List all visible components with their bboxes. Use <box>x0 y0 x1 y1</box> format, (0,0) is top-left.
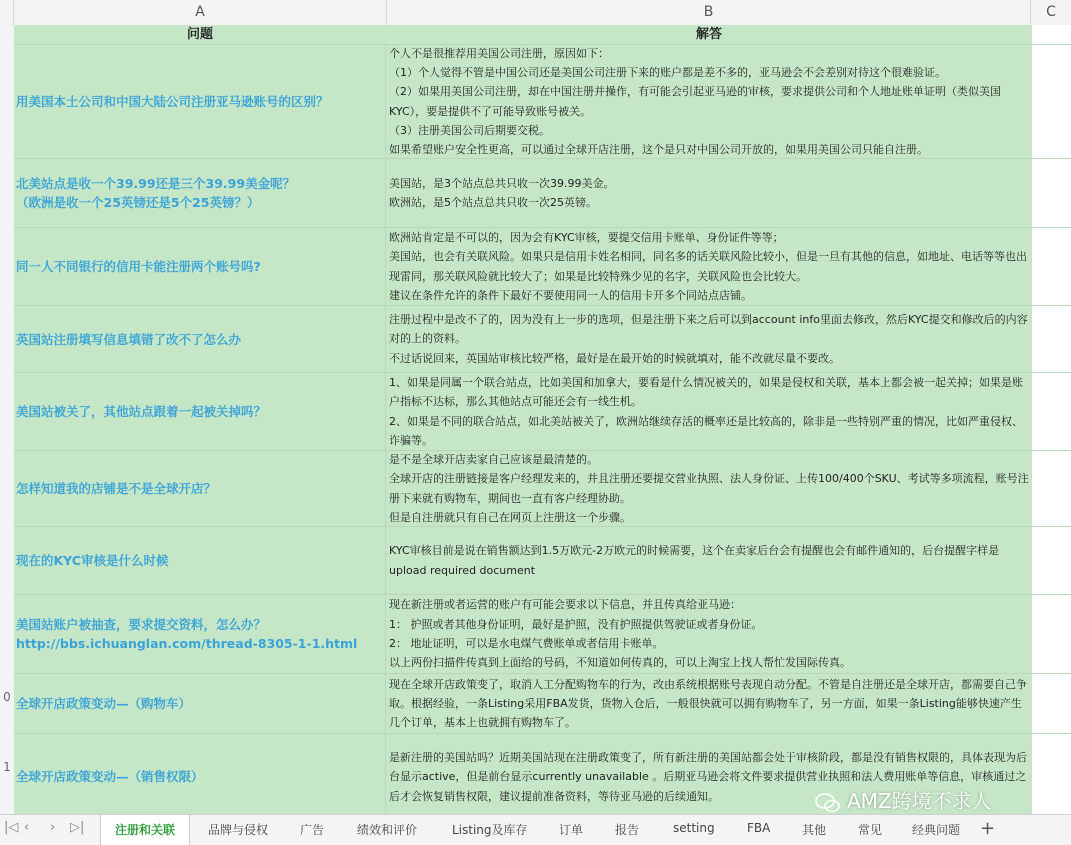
tab-reports[interactable]: 报告 <box>615 823 640 837</box>
question-text: 美国站账户被抽查，要求提交资料，怎么办？ http://bbs.ichuanglan.com/thread-8305-1-1.html <box>16 617 358 651</box>
answer-text: 是新注册的美国站吗？近期美国站现在注册政策变了，所有新注册的美国站都会处于审核阶段，都是没有销售权限的，具体表现为后台显示active，但是前台显示currently unavailable 。后期亚马逊会将文件要求提供营业执照和法人费用账单等信息，审核通过之后才会恢复销售权限，建议提前准备资料，等待亚马逊的后续通知。 <box>389 751 1027 803</box>
answer-cell[interactable] <box>387 373 1031 450</box>
table-row <box>14 373 1071 451</box>
tab-orders[interactable]: 订单 <box>559 823 584 837</box>
spreadsheet-grid <box>14 25 1071 814</box>
table-row <box>14 451 1071 527</box>
question-text: 现在的KYC审核是什么时候 <box>16 553 169 568</box>
tab-listing-inventory[interactable]: Listing及库存 <box>452 823 528 837</box>
answer-text: KYC审核目前是说在销售额达到1.5万欧元-2万欧元的时候需要，这个在卖家后台会有提醒也会有邮件通知的，后台提醒字样是 upload required document <box>389 544 1000 577</box>
answer-text: 现在新注册或者运营的账户有可能会要求以下信息，并且传真给亚马逊： 1： 护照或者其他身份证明，最好是护照，没有护照提供驾驶证或者身份证。 2： 地址证明，可以是水电煤气费账单或者信用卡账单。 以上两份扫描件传真到上面给的号码，不知道如何传真的，可以上淘宝上找人帮忙发国际传真。 <box>389 598 851 670</box>
answer-cell[interactable] <box>387 306 1031 372</box>
column-c-cell[interactable] <box>1031 228 1071 305</box>
question-text: 北美站点是收一个39.99还是三个39.99美金呢？ （欧洲是收一个25英镑还是5个25英镑？） <box>16 176 296 210</box>
row-number[interactable]: 0 <box>3 690 11 704</box>
table-row <box>14 595 1071 674</box>
row-number[interactable]: 1 <box>3 760 11 774</box>
row-number-column <box>0 25 15 814</box>
table-row <box>14 674 1071 734</box>
tab-other[interactable]: 其他 <box>802 823 827 837</box>
question-cell[interactable] <box>14 527 386 594</box>
column-header-a[interactable]: A <box>14 0 387 25</box>
column-c-cell[interactable] <box>1031 674 1071 733</box>
tab-brand-infringement[interactable]: 品牌与侵权 <box>208 823 269 837</box>
answer-cell[interactable] <box>387 451 1031 526</box>
column-c-cell[interactable] <box>1031 734 1071 814</box>
column-c-cell[interactable] <box>1031 595 1071 673</box>
tab-classic-questions[interactable]: 经典问题 <box>912 823 961 837</box>
column-c-cell[interactable] <box>1031 25 1071 44</box>
question-cell[interactable] <box>14 734 386 814</box>
column-c-cell[interactable] <box>1031 306 1071 372</box>
answer-cell[interactable] <box>387 159 1031 227</box>
question-cell[interactable] <box>14 674 386 733</box>
table-row <box>14 159 1071 228</box>
tab-ads[interactable]: 广告 <box>300 823 325 837</box>
answer-cell[interactable] <box>387 527 1031 594</box>
tab-fba[interactable]: FBA <box>747 821 771 835</box>
answer-text: 1、如果是同属一个联合站点，比如美国和加拿大，要看是什么情况被关的，如果是侵权和关联，基本上都会被一起关掉；如果是账户指标不达标，那么其他站点可能还会有一线生机。 2、如果是不同的联合站点，如北美站被关了，欧洲站继续存活的概率还是比较高的，除非是一些特别严重的情况，比如严重侵权、诈骗等。 <box>389 375 1023 447</box>
column-c-cell[interactable] <box>1031 373 1071 450</box>
answer-text: 美国站，是3个站点总共只收一次39.99美金。 欧洲站，是5个站点总共只收一次25英镑。 <box>389 176 615 209</box>
table-row <box>14 228 1071 306</box>
column-header-b[interactable]: B <box>387 0 1031 25</box>
question-text: 用美国本土公司和中国大陆公司注册亚马逊账号的区别？ <box>16 94 329 109</box>
column-c-cell[interactable] <box>1031 451 1071 526</box>
column-header-corner[interactable] <box>0 0 14 25</box>
question-text: 全球开店政策变动—（销售权限） <box>16 768 204 784</box>
header-question-cell[interactable]: 问题 <box>186 27 213 42</box>
last-sheet-icon[interactable]: ▷| <box>70 820 85 835</box>
answer-text: 是不是全球开店卖家自己应该是最清楚的。 全球开店的注册链接是客户经理发来的，并且注册还要提交营业执照、法人身份证、上传100/400个SKU、考试等多项流程，账号注册下来就有购物车，期间也一直有客户经理协助。 但是自注册就只有自己在网页上注册这一个步骤。 <box>389 452 1029 524</box>
table-row <box>14 45 1071 159</box>
watermark-text: AMZ跨境不求人 <box>847 789 992 813</box>
question-text: 同一人不同银行的信用卡能注册两个账号吗? <box>16 259 261 274</box>
tab-register-and-association[interactable]: 注册和关联 <box>100 815 190 845</box>
header-answer-cell[interactable]: 解答 <box>695 27 722 42</box>
answer-text: 注册过程中是改不了的，因为没有上一步的选项，但是注册下来之后可以到account info里面去修改，然后KYC提交和修改后的内容对的上的资料。 不过话说回来，英国站审核比较严格，最好是在最开始的时候就填对，能不改就尽量不要改。 <box>389 313 1028 365</box>
column-c-cell[interactable] <box>1031 159 1071 227</box>
answer-text: 个人不是很推荐用美国公司注册，原因如下： （1）个人觉得不管是中国公司还是美国公司注册下来的账户都是差不多的，亚马逊会不会差别对待这个很难验证。 （2）如果用美国公司注册，却在中国注册并操作，有可能会引起亚马逊的审核，要求提供公司和个人地址账单证明（类似美国KYC），要是提供不了可能导致账号被关。 （3）注册美国公司后期要交税。 如果希望账户安全性更高，可以通过全球开店注册，这个是只对中国公司开放的，如果用美国公司只能自注册。 <box>389 46 1001 157</box>
question-cell[interactable] <box>14 373 386 450</box>
question-cell[interactable] <box>14 228 386 305</box>
question-cell[interactable] <box>14 595 386 673</box>
question-cell[interactable] <box>14 306 386 372</box>
answer-text: 现在全球开店政策变了，取消人工分配购物车的行为，改由系统根据账号表现自动分配。不管是自注册还是全球开店，都需要自己争取。根据经验，一条Listing采用FBA发货，货物入仓后，一般很快就可以拥有购物车了，另一方面，如果一条Listing能够快速产生几个订单，基本上也就拥有购物车了。 <box>389 677 1027 730</box>
prev-sheet-icon[interactable]: ‹ <box>24 820 30 835</box>
table-row <box>14 306 1071 373</box>
add-sheet-icon[interactable]: + <box>980 818 996 839</box>
column-c-cell[interactable] <box>1031 45 1071 158</box>
answer-cell[interactable] <box>387 45 1031 158</box>
column-header-bar <box>0 0 1071 26</box>
answer-text: 欧洲站肯定是不可以的，因为会有KYC审核，要提交信用卡账单、身份证件等等； 美国站，也会有关联风险。如果只是信用卡姓名相同，同名多的话关联风险比较小，但是一旦有其他的信息，如地址、电话等等也出现雷同，那关联风险就比较大了；如果是比较特殊少见的名字，关联风险也会比较大。 建议在条件允许的条件下最好不要使用同一人的信用卡开多个同站点店铺。 <box>389 230 1027 302</box>
next-sheet-icon[interactable]: › <box>50 820 56 835</box>
question-text: 英国站注册填写信息填错了改不了怎么办 <box>16 331 242 347</box>
sheet-tab-bar <box>0 814 1071 845</box>
answer-cell[interactable] <box>387 674 1031 733</box>
question-cell[interactable] <box>14 159 386 227</box>
tab-common[interactable]: 常见 <box>858 823 883 837</box>
header-row[interactable] <box>14 25 1071 45</box>
question-cell[interactable] <box>14 45 386 158</box>
answer-cell[interactable] <box>387 228 1031 305</box>
tab-performance-reviews[interactable]: 绩效和评价 <box>357 823 418 837</box>
question-text: 怎样知道我的店铺是不是全球开店？ <box>16 481 217 496</box>
question-text: 全球开店政策变动—（购物车） <box>16 696 192 711</box>
tab-setting[interactable]: setting <box>673 821 715 835</box>
question-cell[interactable] <box>14 451 386 526</box>
column-c-cell[interactable] <box>1031 527 1071 594</box>
wechat-icon <box>815 792 841 814</box>
first-sheet-icon[interactable]: |◁ <box>4 820 19 835</box>
answer-cell[interactable] <box>387 595 1031 673</box>
column-header-c[interactable]: C <box>1046 4 1056 20</box>
question-text: 美国站被关了，其他站点跟着一起被关掉吗？ <box>16 404 267 419</box>
watermark <box>815 785 992 814</box>
table-row <box>14 527 1071 595</box>
